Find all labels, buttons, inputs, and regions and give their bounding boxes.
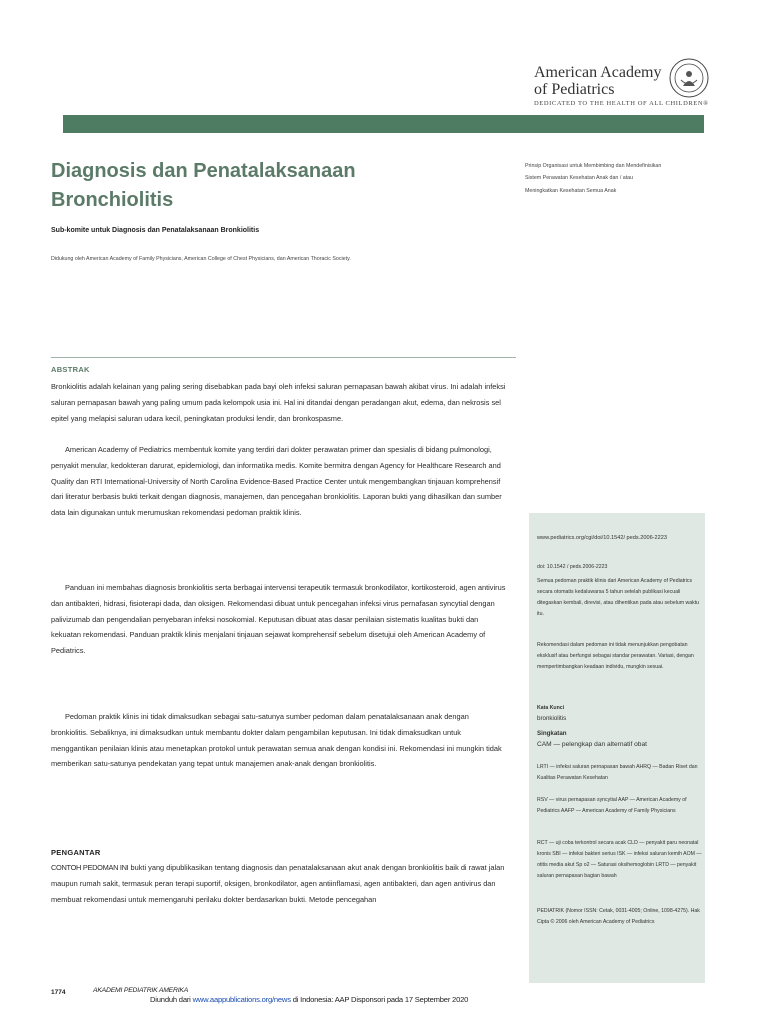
article-doi: doi: 10.1542 / peds.2006-2223 [537,564,608,570]
article-title [51,157,381,215]
intro-heading: PENGANTAR [51,848,101,857]
org-tagline: DEDICATED TO THE HEALTH OF ALL CHILDREN® [534,100,709,107]
abstract-paragraph-2 [51,442,506,521]
keywords-value: bronkiolitis [537,715,567,722]
abbreviation-lrti: LRTI — infeksi saluran pernapasan bawah AHRQ — Badan Riset dan Kualitas Perawatan Kesehatan [537,764,698,781]
intro-lead: CONTOH PEDOMAN INI [51,863,129,872]
abstract-paragraph-4-text: Pedoman praktik klinis ini tidak dimaksudkan sebagai satu-satunya sumber pedoman dalam penatalaksanaan anak dengan bronkiolitis. Sebaliknya, ini dimaksudkan untuk membantu dokter dalam pengambilan keputusan. Ini tidak dimaksudkan untuk menggantikan penilaian klinis atau menetapkan protokol untuk perawatan semua anak dengan kondisi ini. Rekomendasi ini mungkin tidak memberikan satu-satunya pendekatan yang tepat untuk manajemen anak-anak dengan bronkiolitis. [51,712,502,769]
download-prefix: Diunduh dari [150,995,193,1004]
abbreviation-rsv: RSV — virus pernapasan syncytial AAP — American Academy of Pediatrics AAFP — American Academy of Family Physicians [537,797,687,814]
abbreviation-cam: CAM — pelengkap dan alternatif obat [537,741,647,748]
title-line1: Diagnosis dan Penatalaksanaan [51,160,356,182]
support-note: Didukung oleh American Academy of Family Physicians, American College of Chest Physicians, dan American Thoracic Society. [51,256,351,262]
abbreviations-heading: Singkatan [537,730,567,737]
article-subtitle: Sub-komite untuk Diagnosis dan Penatalaksanaan Bronkiolitis [51,227,260,234]
article-url[interactable]: www.pediatrics.org/cgi/doi/10.1542/ peds.2006-2223 [537,535,667,541]
abbreviation-rct: RCT — uji coba terkontrol secara acak CLD — penyakit paru neonatal kronis SBI — infeksi bakteri serius ISK — infeksi saluran kemih AOM — otitis media akut Sp o2 — Saturasi oksihemoglobin LRTD — penyakit saluran pernapasan bagian bawah [537,840,702,879]
principles-line3: Meningkatkan Kesehatan Semua Anak [525,187,617,194]
intro-paragraph [51,860,506,907]
publisher-note: PEDIATRIK (Nomor ISSN: Cetak, 0031-4005; Online, 1098-4275). Hak Cipta © 2006 oleh American Academy of Pediatrics [537,908,700,925]
abstract-paragraph-2-text: American Academy of Pediatrics membentuk komite yang terdiri dari dokter perawatan primer dan spesialis di bidang pulmonologi, penyakit menular, kedokteran darurat, epidemiologi, dan informatika medis. Komite bermitra dengan Agency for Healthcare Research and Quality dan RTI International-University of North Carolina Evidence-Based Practice Center untuk mengembangkan tinjauan komprehensif dari literatur berbasis bukti terkait dengan diagnosis, manajemen, dan pencegahan bronkiolitis. Laporan bukti yang dihasilkan dan sumber data lain digunakan untuk merumuskan rekomendasi pedoman praktik klinis. [51,445,502,518]
journal-name: AKADEMI PEDIATRIK AMERIKA [93,987,189,994]
section-divider [51,357,516,358]
expiry-note: Semua pedoman praktik klinis dari American Academy of Pediatrics secara otomatis kedaluwarsa 5 tahun setelah publikasi kecuali ditegaskan kembali, direvisi, atau dihentikan pada atau sebelum waktu itu. [537,578,700,617]
aap-seal-icon [669,58,709,98]
download-link[interactable]: www.aappublications.org/news [192,995,291,1004]
title-line2: Bronchiolitis [51,189,174,211]
download-note [150,995,468,1004]
org-name [534,64,662,98]
intro-text: bukti yang dipublikasikan tentang diagnosis dan penatalaksanaan akut anak dengan bronkiolitis baik di rawat jalan maupun rumah sakit, termasuk peran terapi suportif, oksigen, bronkodilator, agen antiinflamasi, agen antibakteri, dan agen antivirus dan membuat rekomendasi untuk memengaruhi perilaku dokter berdasarkan bukti. Metode pencegahan [51,863,505,904]
principles-line1: Prinsip Organisasi untuk Membimbing dan Mendefinisikan [525,163,662,169]
abstract-paragraph-4 [51,709,506,772]
principles-line2: Sistem Perawatan Kesehatan Anak dan / atau [525,175,634,182]
principles-note [525,160,705,197]
abstract-paragraph-3 [51,580,506,659]
org-name-line2: of Pediatrics [534,81,615,98]
page-number: 1774 [51,989,66,996]
org-name-line1: American Academy [534,64,662,81]
abstract-heading: ABSTRAK [51,365,90,374]
abstract-paragraph-1: Bronkiolitis adalah kelainan yang paling sering disebabkan pada bayi oleh infeksi saluran pernapasan bawah akibat virus. Ini adalah infeksi saluran pernapasan bawah yang paling umum pada kelompok usia ini. Hal ini ditandai dengan peradangan akut, edema, dan nekrosis sel epitel yang melapisi saluran udara kecil, peningkatan produksi lendir, dan bronkospasme. [51,382,506,423]
header-bar [63,115,704,133]
keywords-heading: Kata Kunci [537,705,565,711]
disclaimer-note: Rekomendasi dalam pedoman ini tidak menunjukkan pengobatan eksklusif atau berfungsi sebagai standar perawatan. Variasi, dengan mempertimbangkan keadaan individu, mungkin sesuai. [537,642,694,670]
download-suffix: di Indonesia: AAP Disponsori pada 17 September 2020 [290,995,469,1004]
abstract-paragraph-3-text: Panduan ini membahas diagnosis bronkiolitis serta berbagai intervensi terapeutik termasuk bronkodilator, kortikosteroid, agen antivirus dan antibakteri, hidrasi, fisioterapi dada, dan oksigen. Rekomendasi dibuat untuk pencegahan infeksi virus pernafasan syncytial dengan palivizumab dan pengendalian penyebaran infeksi nosokomial. Keputusan dibuat atas dasar penilaian sistematis kualitas bukti dan kekuatan rekomendasi. Panduan praktik klinis menjalani tinjauan sejawat komprehensif sebelum disetujui oleh American Academy of Pediatrics. [51,583,506,656]
